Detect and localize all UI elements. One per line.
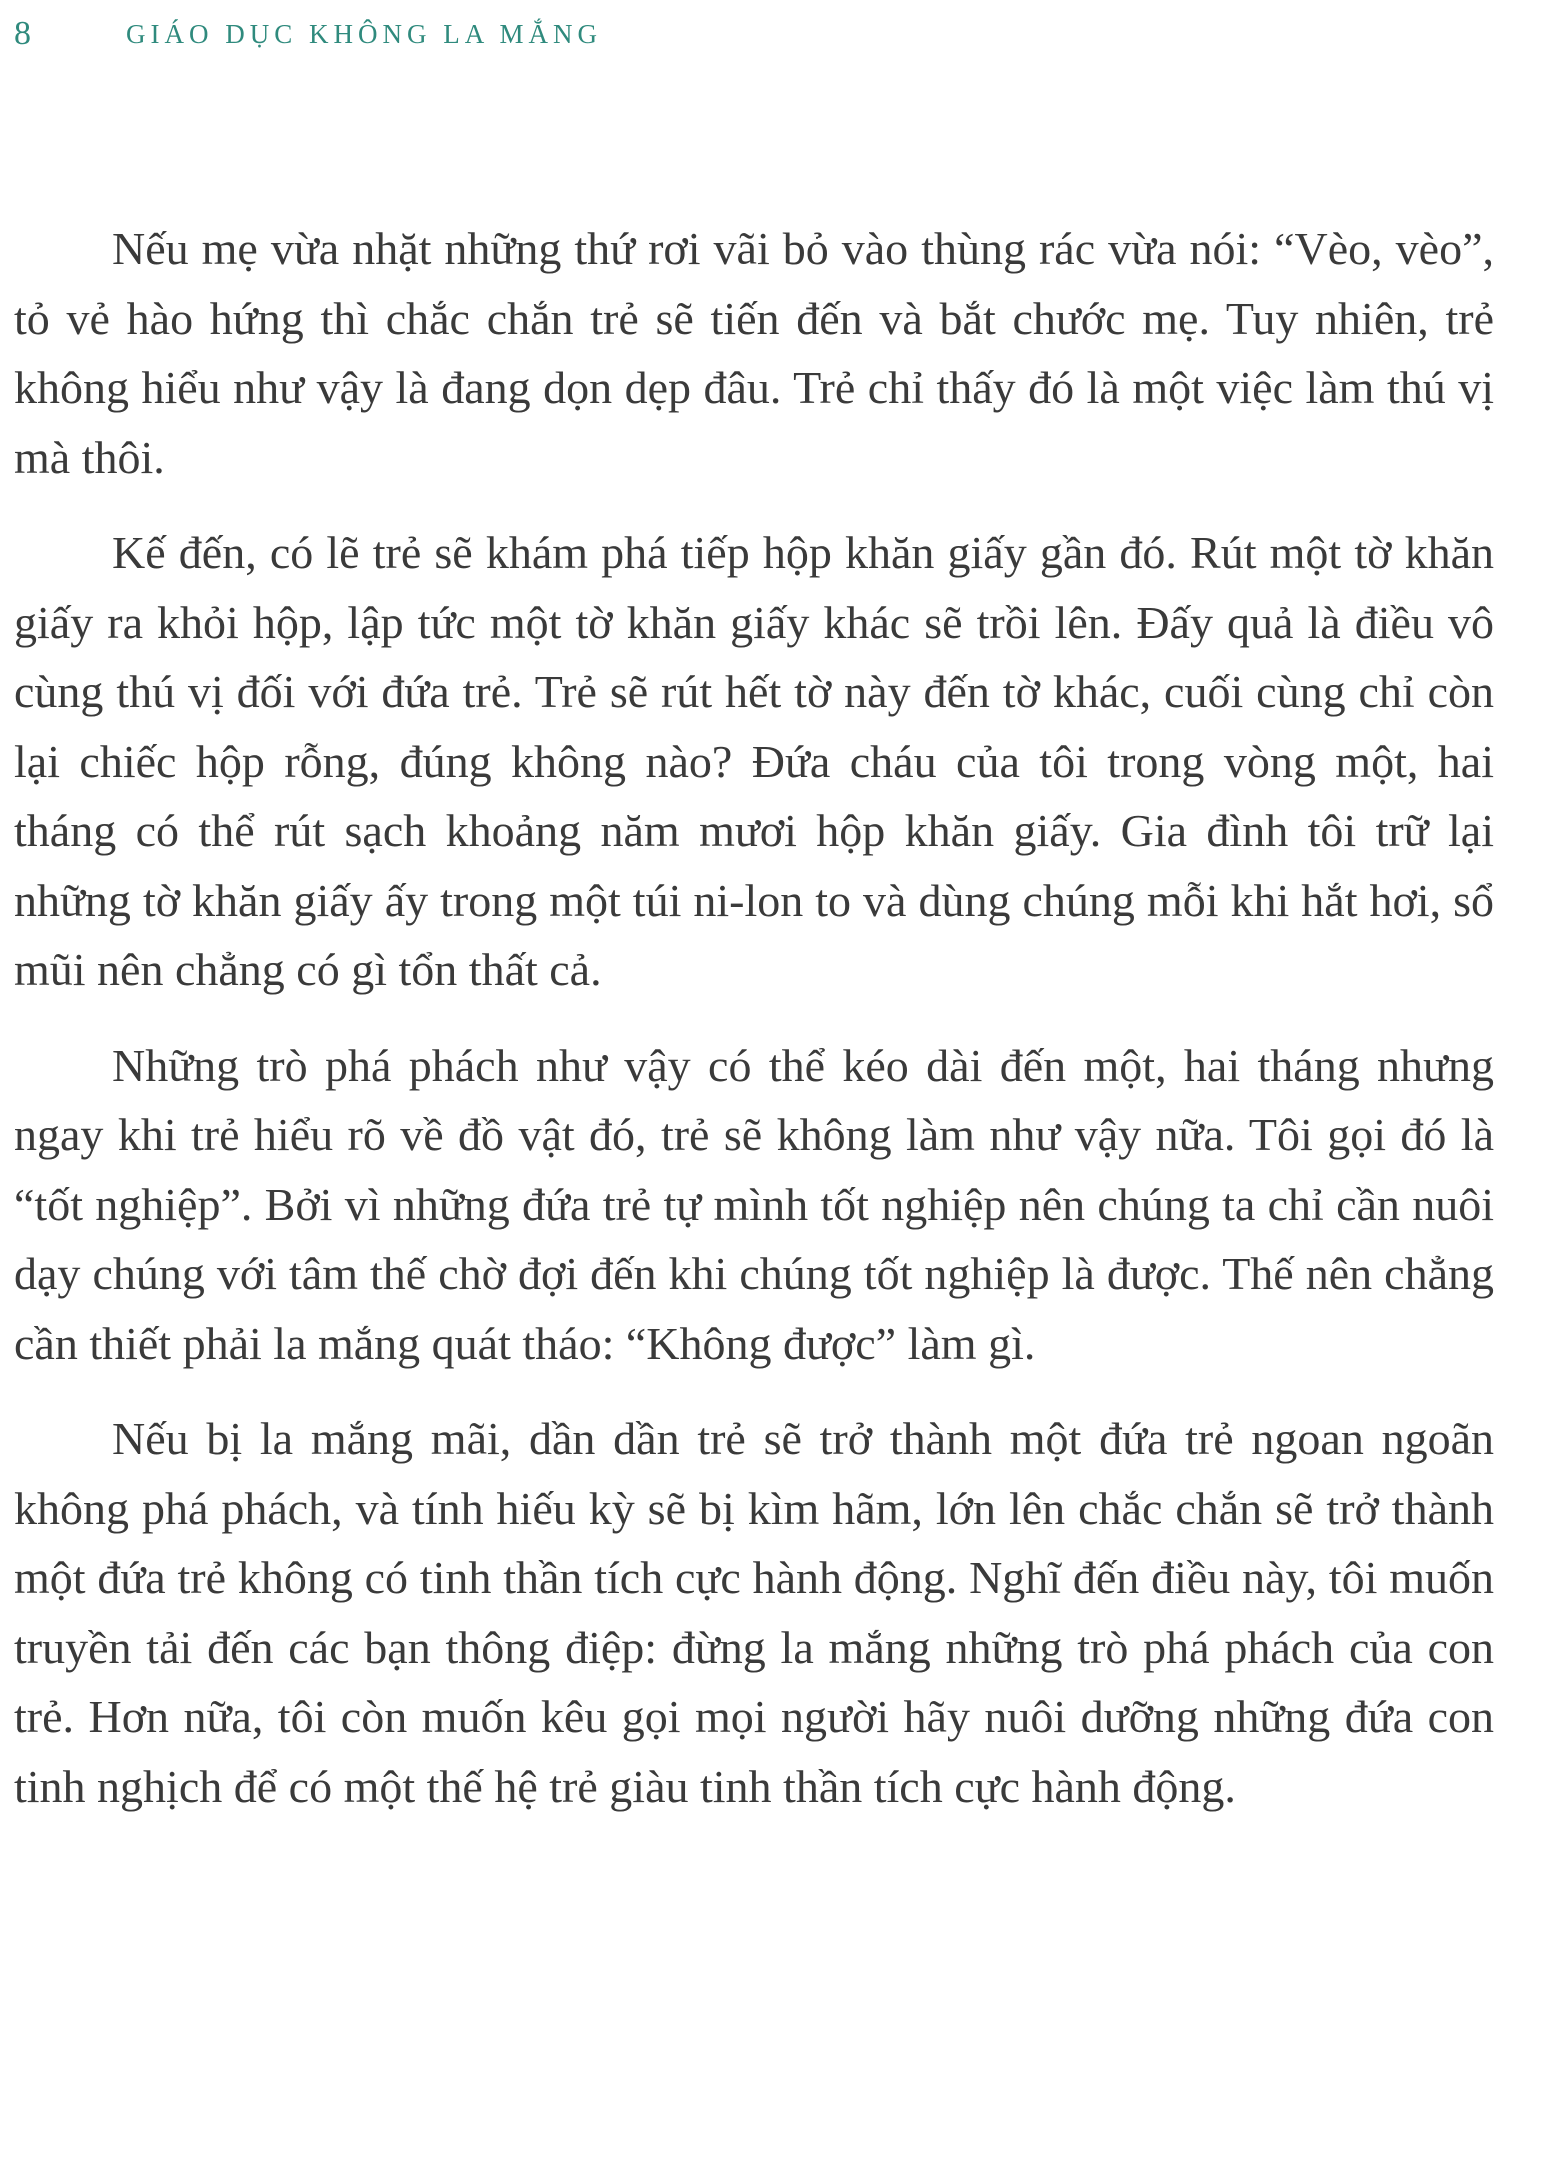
body-text <box>14 214 1494 1847</box>
paragraph: Những trò phá phách như vậy có thể kéo dài đến một, hai tháng nhưng ngay khi trẻ hiểu rõ về đồ vật đó, trẻ sẽ không làm như vậy nữa. Tôi gọi đó là “tốt nghiệp”. Bởi vì những đứa trẻ tự mình tốt nghiệp nên chúng ta chỉ cần nuôi dạy chúng với tâm thế chờ đợi đến khi chúng tốt nghiệp là được. Thế nên chẳng cần thiết phải la mắng quát tháo: “Không được” làm gì. <box>14 1039 1494 1369</box>
paragraph: Nếu bị la mắng mãi, dần dần trẻ sẽ trở thành một đứa trẻ ngoan ngoãn không phá phách, và tính hiếu kỳ sẽ bị kìm hãm, lớn lên chắc chắn sẽ trở thành một đứa trẻ không có tinh thần tích cực hành động. Nghĩ đến điều này, tôi muốn truyền tải đến các bạn thông điệp: đừng la mắng những trò phá phách của con trẻ. Hơn nữa, tôi còn muốn kêu gọi mọi người hãy nuôi dưỡng những đứa con tinh nghịch để có một thế hệ trẻ giàu tinh thần tích cực hành động. <box>14 1413 1494 1812</box>
page-number: 8 <box>14 15 31 52</box>
running-head <box>14 14 602 54</box>
paragraph: Kế đến, có lẽ trẻ sẽ khám phá tiếp hộp khăn giấy gần đó. Rút một tờ khăn giấy ra khỏi hộp, lập tức một tờ khăn giấy khác sẽ trồi lên. Đấy quả là điều vô cùng thú vị đối với đứa trẻ. Trẻ sẽ rút hết tờ này đến tờ khác, cuối cùng chỉ còn lại chiếc hộp rỗng, đúng không nào? Đứa cháu của tôi trong vòng một, hai tháng có thể rút sạch khoảng năm mươi hộp khăn giấy. Gia đình tôi trữ lại những tờ khăn giấy ấy trong một túi ni-lon to và dùng chúng mỗi khi hắt hơi, sổ mũi nên chẳng có gì tổn thất cả. <box>14 527 1494 995</box>
book-title: GIÁO DỤC KHÔNG LA MẮNG <box>126 18 602 49</box>
paragraph: Nếu mẹ vừa nhặt những thứ rơi vãi bỏ vào thùng rác vừa nói: “Vèo, vèo”, tỏ vẻ hào hứng thì chắc chắn trẻ sẽ tiến đến và bắt chước mẹ. Tuy nhiên, trẻ không hiểu như vậy là đang dọn dẹp đâu. Trẻ chỉ thấy đó là một việc làm thú vị mà thôi. <box>14 223 1494 483</box>
